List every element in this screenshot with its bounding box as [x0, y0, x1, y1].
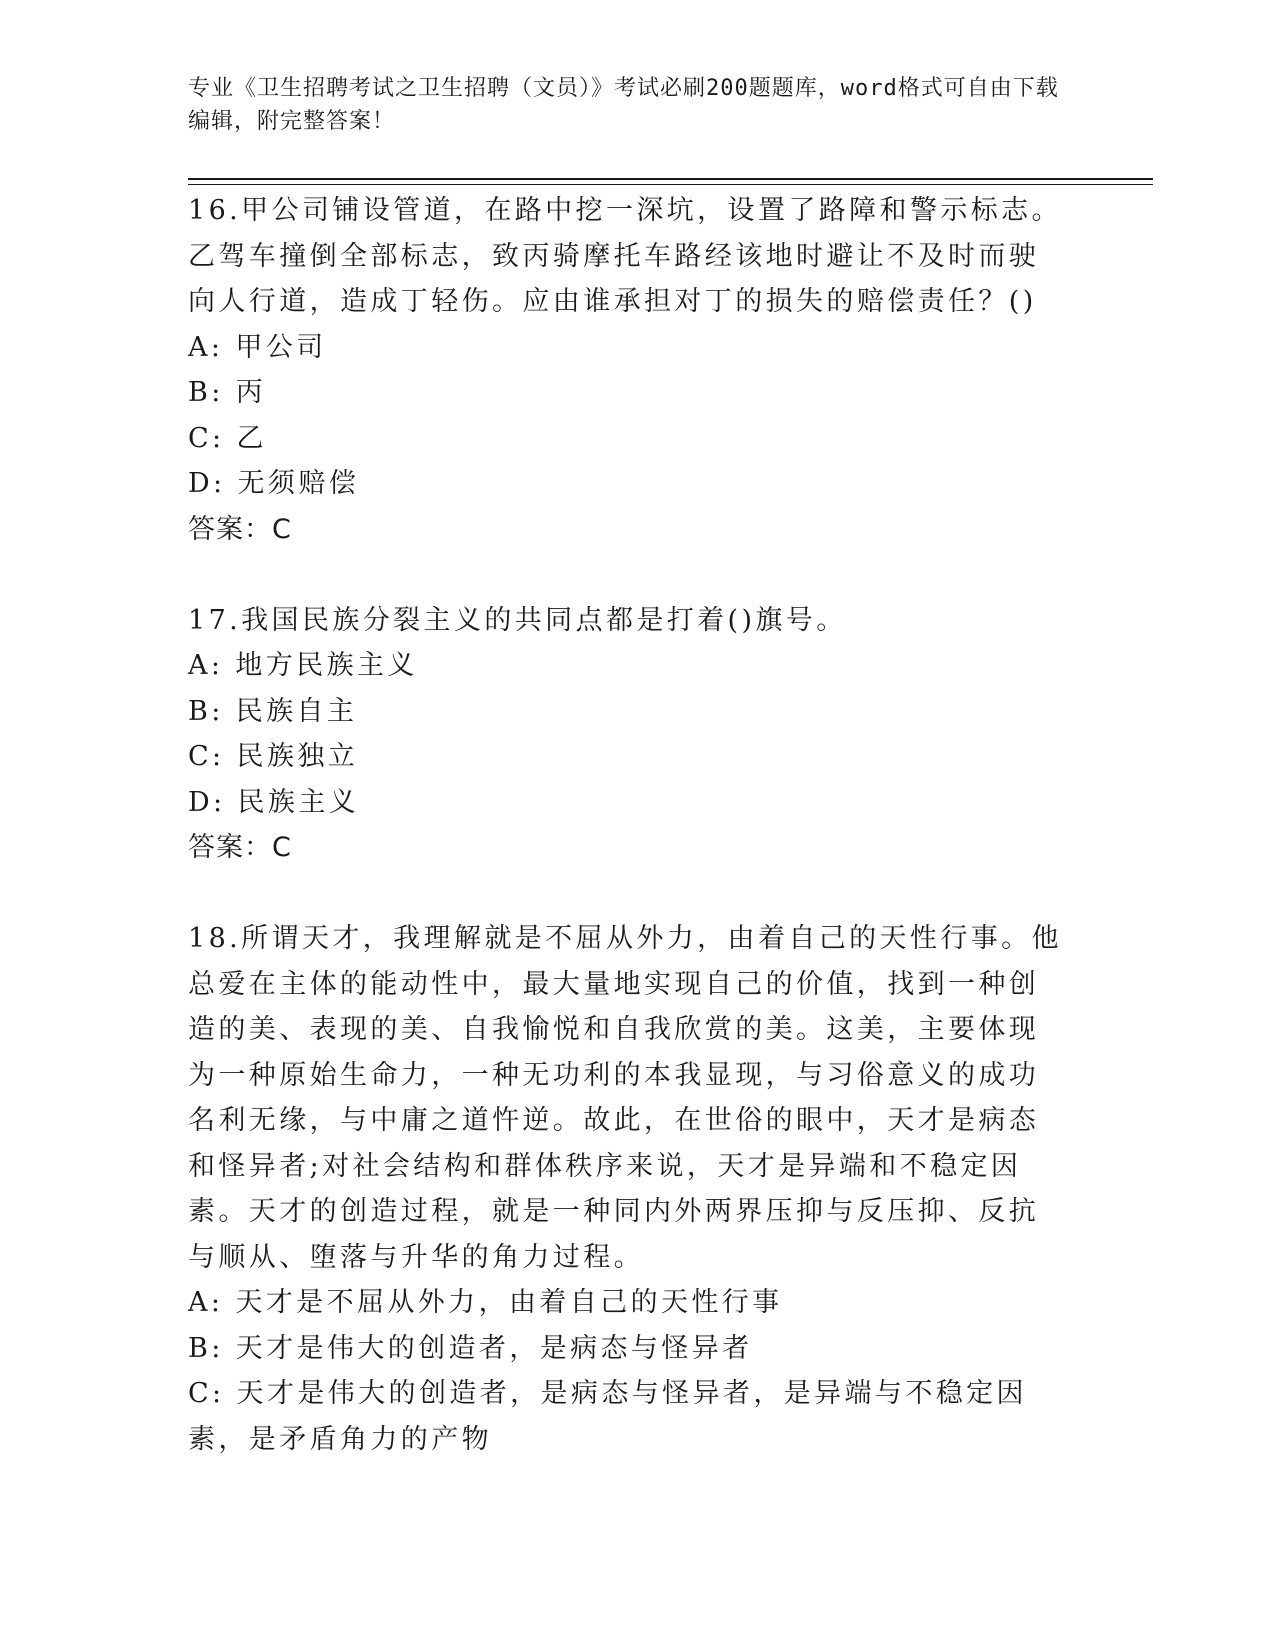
question-spacer	[188, 871, 1068, 917]
option-b: B: 民族自主	[188, 695, 358, 727]
question-16	[188, 188, 1068, 552]
header-rule-thick	[188, 178, 1153, 180]
question-spacer	[188, 552, 1068, 598]
option-a: A: 甲公司	[188, 331, 327, 363]
option-b: B: 天才是伟大的创造者，是病态与怪异者	[188, 1332, 753, 1364]
document-header: 专业《卫生招聘考试之卫生招聘（文员）》考试必刷200题题库，word格式可自由下载编辑，附完整答案！	[188, 76, 1059, 134]
question-17	[188, 598, 1068, 871]
option-a: A: 地方民族主义	[188, 650, 418, 681]
option-d: D: 无须赔偿	[188, 468, 360, 499]
option-c: C: 乙	[188, 422, 267, 454]
header-rule-thin	[188, 184, 1153, 185]
question-list	[188, 188, 1068, 1462]
option-b: B: 丙	[188, 377, 267, 408]
answer-line: 答案：C	[188, 832, 292, 863]
option-c: C: 天才是伟大的创造者，是病态与怪异者，是异端与不稳定因素，是矛盾角力的产物	[188, 1378, 1027, 1455]
question-stem: 18.所谓天才，我理解就是不屈从外力，由着自己的天性行事。他总爱在主体的能动性中，最大量地实现自己的价值，找到一种创造的美、表现的美、自我愉悦和自我欣赏的美。这美，主要体现为一种原始生命力，一种无功利的本我显现，与习俗意义的成功名利无缘，与中庸之道忤逆。故此，在世俗的眼中，天才是病态和怪异者;对社会结构和群体秩序来说，天才是异端和不稳定因素。天才的创造过程，就是一种同内外两界压抑与反压抑、反抗与顺从、堕落与升华的角力过程。	[188, 923, 1062, 1273]
option-d: D: 民族主义	[188, 786, 360, 818]
option-c: C: 民族独立	[188, 741, 359, 772]
question-18	[188, 916, 1068, 1462]
answer-line: 答案：C	[188, 513, 292, 545]
question-stem: 16.甲公司铺设管道，在路中挖一深坑，设置了路障和警示标志。乙驾车撞倒全部标志，致丙骑摩托车路经该地时避让不及时而驶向人行道，造成丁轻伤。应由谁承担对丁的损失的赔偿责任？()	[188, 195, 1062, 317]
option-a: A: 天才是不屈从外力，由着自己的天性行事	[188, 1287, 783, 1318]
question-stem: 17.我国民族分裂主义的共同点都是打着()旗号。	[188, 604, 847, 636]
